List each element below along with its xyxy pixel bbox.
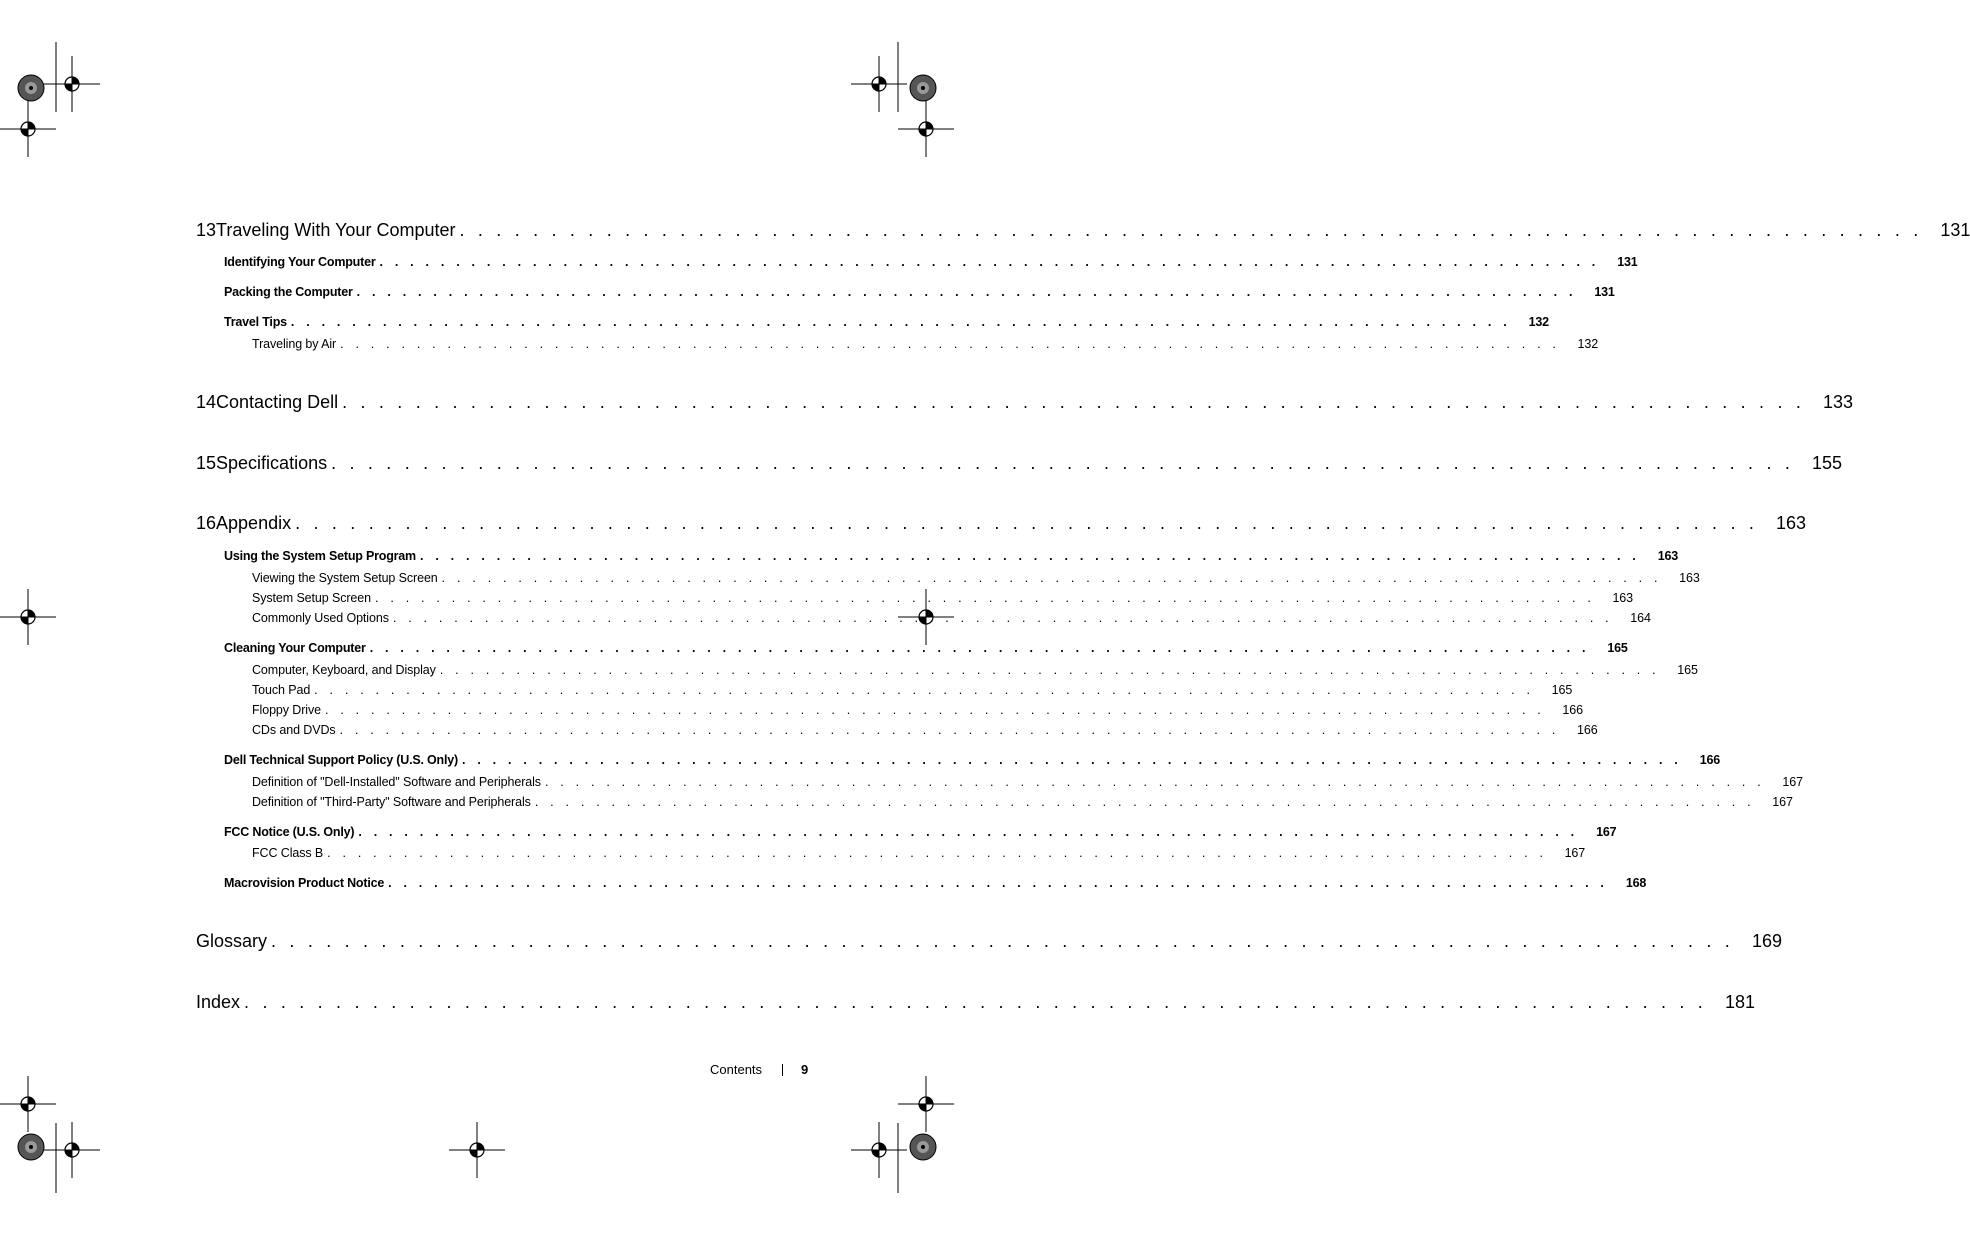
toc-subsection-entry[interactable] [252,775,1803,789]
toc-chapter-entry[interactable] [196,453,1843,474]
toc-subsection-entry[interactable] [252,611,1651,625]
dot-leader: . . . . . . . . . . . . . . . . . . . . . . . . . . . . . . . . . . . . . . . . . . . . . . . . . . . . . . . . . . . . . . . . . . . . . . . . . . . . . . . . [271,931,1734,951]
dot-leader: . . . . . . . . . . . . . . . . . . . . . . . . . . . . . . . . . . . . . . . . . . . . . . . . . . . . . . . . . . . . . . . . . . . . . . . . . . . . . . . . [340,337,1561,351]
chapter-number: 15 [196,453,217,473]
entry-page-number: 167 [1772,795,1793,809]
registration-cross-icon [898,101,954,157]
dot-leader: . . . . . . . . . . . . . . . . . . . . . . . . . . . . . . . . . . . . . . . . . . . . . . . . . . . . . . . . . . . . . . . . . . . . . . . . . . . . . . . . [379,255,1600,269]
entry-title: Cleaning Your Computer [224,641,366,655]
registration-cross-icon [898,1076,954,1132]
entry-title: CDs and DVDs [252,723,336,737]
entry-page-number: 132 [1528,315,1549,329]
toc-section-entry[interactable] [224,825,1617,839]
dot-leader: . . . . . . . . . . . . . . . . . . . . . . . . . . . . . . . . . . . . . . . . . . . . . . . . . . . . . . . . . . . . . . . . . . . . . . . . . . . . . . . . [441,571,1662,585]
toc-chapter-entry[interactable] [196,992,1756,1013]
toc-chapter-entry[interactable] [196,931,1782,952]
entry-page-number: 155 [1812,453,1843,473]
dot-leader: . . . . . . . . . . . . . . . . . . . . . . . . . . . . . . . . . . . . . . . . . . . . . . . . . . . . . . . . . . . . . . . . . . . . . . . . . . . . . . . . [461,753,1682,767]
entry-title: Touch Pad [252,683,311,697]
page-number: 9 [801,1062,809,1077]
dot-leader: . . . . . . . . . . . . . . . . . . . . . . . . . . . . . . . . . . . . . . . . . . . . . . . . . . . . . . . . . . . . . . . . . . . . . . . . . . . . . . . . [358,825,1579,839]
registration-cross-icon [0,1076,56,1132]
entry-page-number: 165 [1607,641,1628,655]
entry-page-number: 131 [1594,285,1615,299]
toc-subsection-entry[interactable] [252,571,1700,585]
registration-cross-icon [0,589,56,645]
footer-label: Contents [710,1062,763,1077]
toc-subsection-entry[interactable] [252,723,1598,737]
toc-chapter-entry[interactable] [196,220,1970,241]
registration-star-icon [18,75,44,101]
registration-cross-icon [44,56,100,112]
dot-leader: . . . . . . . . . . . . . . . . . . . . . . . . . . . . . . . . . . . . . . . . . . . . . . . . . . . . . . . . . . . . . . . . . . . . . . . . . . . . . . . . [534,795,1755,809]
entry-title: FCC Class B [252,846,324,860]
entry-page-number: 133 [1823,392,1854,412]
entry-title: Appendix [216,513,292,533]
entry-page-number: 166 [1699,753,1720,767]
dot-leader: . . . . . . . . . . . . . . . . . . . . . . . . . . . . . . . . . . . . . . . . . . . . . . . . . . . . . . . . . . . . . . . . . . . . . . . . . . . . . . . . [314,683,1535,697]
toc-subsection-entry[interactable] [252,591,1633,605]
entry-title: Index [196,992,241,1012]
registration-cross-icon [0,101,56,157]
toc-section-entry[interactable] [224,641,1628,655]
dot-leader: . . . . . . . . . . . . . . . . . . . . . . . . . . . . . . . . . . . . . . . . . . . . . . . . . . . . . . . . . . . . . . . . . . . . . . . . . . . . . . . . [375,591,1595,605]
entry-title: Floppy Drive [252,703,321,717]
entry-page-number: 163 [1612,591,1633,605]
entry-page-number: 167 [1782,775,1803,789]
entry-page-number: 164 [1630,611,1651,625]
chapter-number: 14 [196,392,217,412]
dot-leader: . . . . . . . . . . . . . . . . . . . . . . . . . . . . . . . . . . . . . . . . . . . . . . . . . . . . . . . . . . . . . . . . . . . . . . . . . . . . . . . . [295,513,1759,533]
dot-leader: . . . . . . . . . . . . . . . . . . . . . . . . . . . . . . . . . . . . . . . . . . . . . . . . . . . . . . . . . . . . . . . . . . . . . . . . . . . . . . . . [369,641,1590,655]
entry-title: Dell Technical Support Policy (U.S. Only) [224,753,458,767]
toc-section-entry[interactable] [224,255,1638,269]
dot-leader: . . . . . . . . . . . . . . . . . . . . . . . . . . . . . . . . . . . . . . . . . . . . . . . . . . . . . . . . . . . . . . . . . . . . . . . . . . . . . . . . [439,663,1660,677]
entry-title: Computer, Keyboard, and Display [252,663,436,677]
entry-title: Travel Tips [224,315,287,329]
entry-page-number: 181 [1724,992,1756,1012]
entry-page-number: 132 [1577,337,1599,351]
dot-leader: . . . . . . . . . . . . . . . . . . . . . . . . . . . . . . . . . . . . . . . . . . . . . . . . . . . . . . . . . . . . . . . . . . . . . . . . . . . . . . . . [327,846,1548,860]
toc-section-entry[interactable] [224,753,1720,767]
dot-leader: . . . . . . . . . . . . . . . . . . . . . . . . . . . . . . . . . . . . . . . . . . . . . . . . . . . . . . . . . . . . . . . . . . . . . . . . . . . . . . . . [331,453,1795,473]
entry-title: Packing the Computer [224,285,353,299]
entry-title: Contacting Dell [216,392,339,412]
entry-page-number: 131 [1617,255,1638,269]
registration-cross-icon [449,1122,505,1178]
toc-chapter-entry[interactable] [196,392,1854,413]
dot-leader: . . . . . . . . . . . . . . . . . . . . . . . . . . . . . . . . . . . . . . . . . . . . . . . . . . . . . . . . . . . . . . . . . . . . . . . . . . . . . . . . [290,315,1511,329]
toc-subsection-entry[interactable] [252,795,1793,809]
entry-page-number: 165 [1551,683,1573,697]
entry-page-number: 163 [1679,571,1700,585]
entry-title: Definition of "Third-Party" Software and Peripherals [252,795,531,809]
toc-subsection-entry[interactable] [252,703,1583,717]
entry-title: Using the System Setup Program [224,549,416,563]
dot-leader: . . . . . . . . . . . . . . . . . . . . . . . . . . . . . . . . . . . . . . . . . . . . . . . . . . . . . . . . . . . . . . . . . . . . . . . . . . . . . . . . [342,392,1806,412]
page-footer [710,1062,808,1077]
toc-section-entry[interactable] [224,315,1549,329]
registration-cross-icon [851,56,907,112]
dot-leader: . . . . . . . . . . . . . . . . . . . . . . . . . . . . . . . . . . . . . . . . . . . . . . . . . . . . . . . . . . . . . . . . . . . . . . . . . . . . . . . . [339,723,1560,737]
entry-title: FCC Notice (U.S. Only) [224,825,355,839]
dot-leader: . . . . . . . . . . . . . . . . . . . . . . . . . . . . . . . . . . . . . . . . . . . . . . . . . . . . . . . . . . . . . . . . . . . . . . . . . . . . . . . . [244,992,1708,1012]
toc-subsection-entry[interactable] [252,846,1586,860]
entry-title: Traveling by Air [252,337,337,351]
entry-page-number: 131 [1940,220,1970,240]
chapter-number: 16 [196,513,217,533]
toc-subsection-entry[interactable] [252,337,1599,351]
registration-star-icon [910,1134,936,1160]
entry-page-number: 168 [1625,876,1647,890]
dot-leader: . . . . . . . . . . . . . . . . . . . . . . . . . . . . . . . . . . . . . . . . . . . . . . . . . . . . . . . . . . . . . . . . . . . . . . . . . . . . . . . . [388,876,1609,890]
registration-star-icon [18,1134,44,1160]
toc-section-entry[interactable] [224,876,1647,890]
entry-title: Commonly Used Options [252,611,389,625]
entry-page-number: 169 [1751,931,1782,951]
entry-title: Identifying Your Computer [224,255,376,269]
dot-leader: . . . . . . . . . . . . . . . . . . . . . . . . . . . . . . . . . . . . . . . . . . . . . . . . . . . . . . . . . . . . . . . . . . . . . . . . . . . . . . . . [356,285,1577,299]
registration-cross-icon [851,1122,907,1178]
toc-section-entry[interactable] [224,285,1615,299]
entry-page-number: 166 [1562,703,1583,717]
dot-leader: . . . . . . . . . . . . . . . . . . . . . . . . . . . . . . . . . . . . . . . . . . . . . . . . . . . . . . . . . . . . . . . . . . . . . . . . . . . . . . . . [544,775,1765,789]
toc-subsection-entry[interactable] [252,683,1573,697]
entry-title: Specifications [216,453,328,473]
toc-section-entry[interactable] [224,549,1678,563]
entry-page-number: 167 [1596,825,1617,839]
dot-leader: . . . . . . . . . . . . . . . . . . . . . . . . . . . . . . . . . . . . . . . . . . . . . . . . . . . . . . . . . . . . . . . . . . . . . . . . . . . . . . . . [419,549,1640,563]
dot-leader: . . . . . . . . . . . . . . . . . . . . . . . . . . . . . . . . . . . . . . . . . . . . . . . . . . . . . . . . . . . . . . . . . . . . . . . . . . . . . . . . [392,611,1613,625]
dot-leader: . . . . . . . . . . . . . . . . . . . . . . . . . . . . . . . . . . . . . . . . . . . . . . . . . . . . . . . . . . . . . . . . . . . . . . . . . . . . . . . . [324,703,1545,717]
registration-star-icon [910,75,936,101]
entry-page-number: 165 [1677,663,1698,677]
entry-title: Traveling With Your Computer [216,220,456,240]
entry-title: Macrovision Product Notice [224,876,385,890]
entry-title: Glossary [196,931,268,951]
toc-chapter-entry[interactable] [196,513,1807,534]
entry-title: System Setup Screen [252,591,371,605]
entry-page-number: 163 [1776,513,1807,533]
footer-separator [782,1064,783,1076]
entry-page-number: 167 [1564,846,1586,860]
dot-leader: . . . . . . . . . . . . . . . . . . . . . . . . . . . . . . . . . . . . . . . . . . . . . . . . . . . . . . . . . . . . . . . . . . . . . . . . . . . . . . . . [459,220,1923,240]
entry-page-number: 163 [1657,549,1678,563]
chapter-number: 13 [196,220,217,240]
toc-subsection-entry[interactable] [252,663,1698,677]
registration-cross-icon [44,1122,100,1178]
entry-page-number: 166 [1577,723,1598,737]
entry-title: Definition of "Dell-Installed" Software and Peripherals [252,775,541,789]
entry-title: Viewing the System Setup Screen [252,571,438,585]
